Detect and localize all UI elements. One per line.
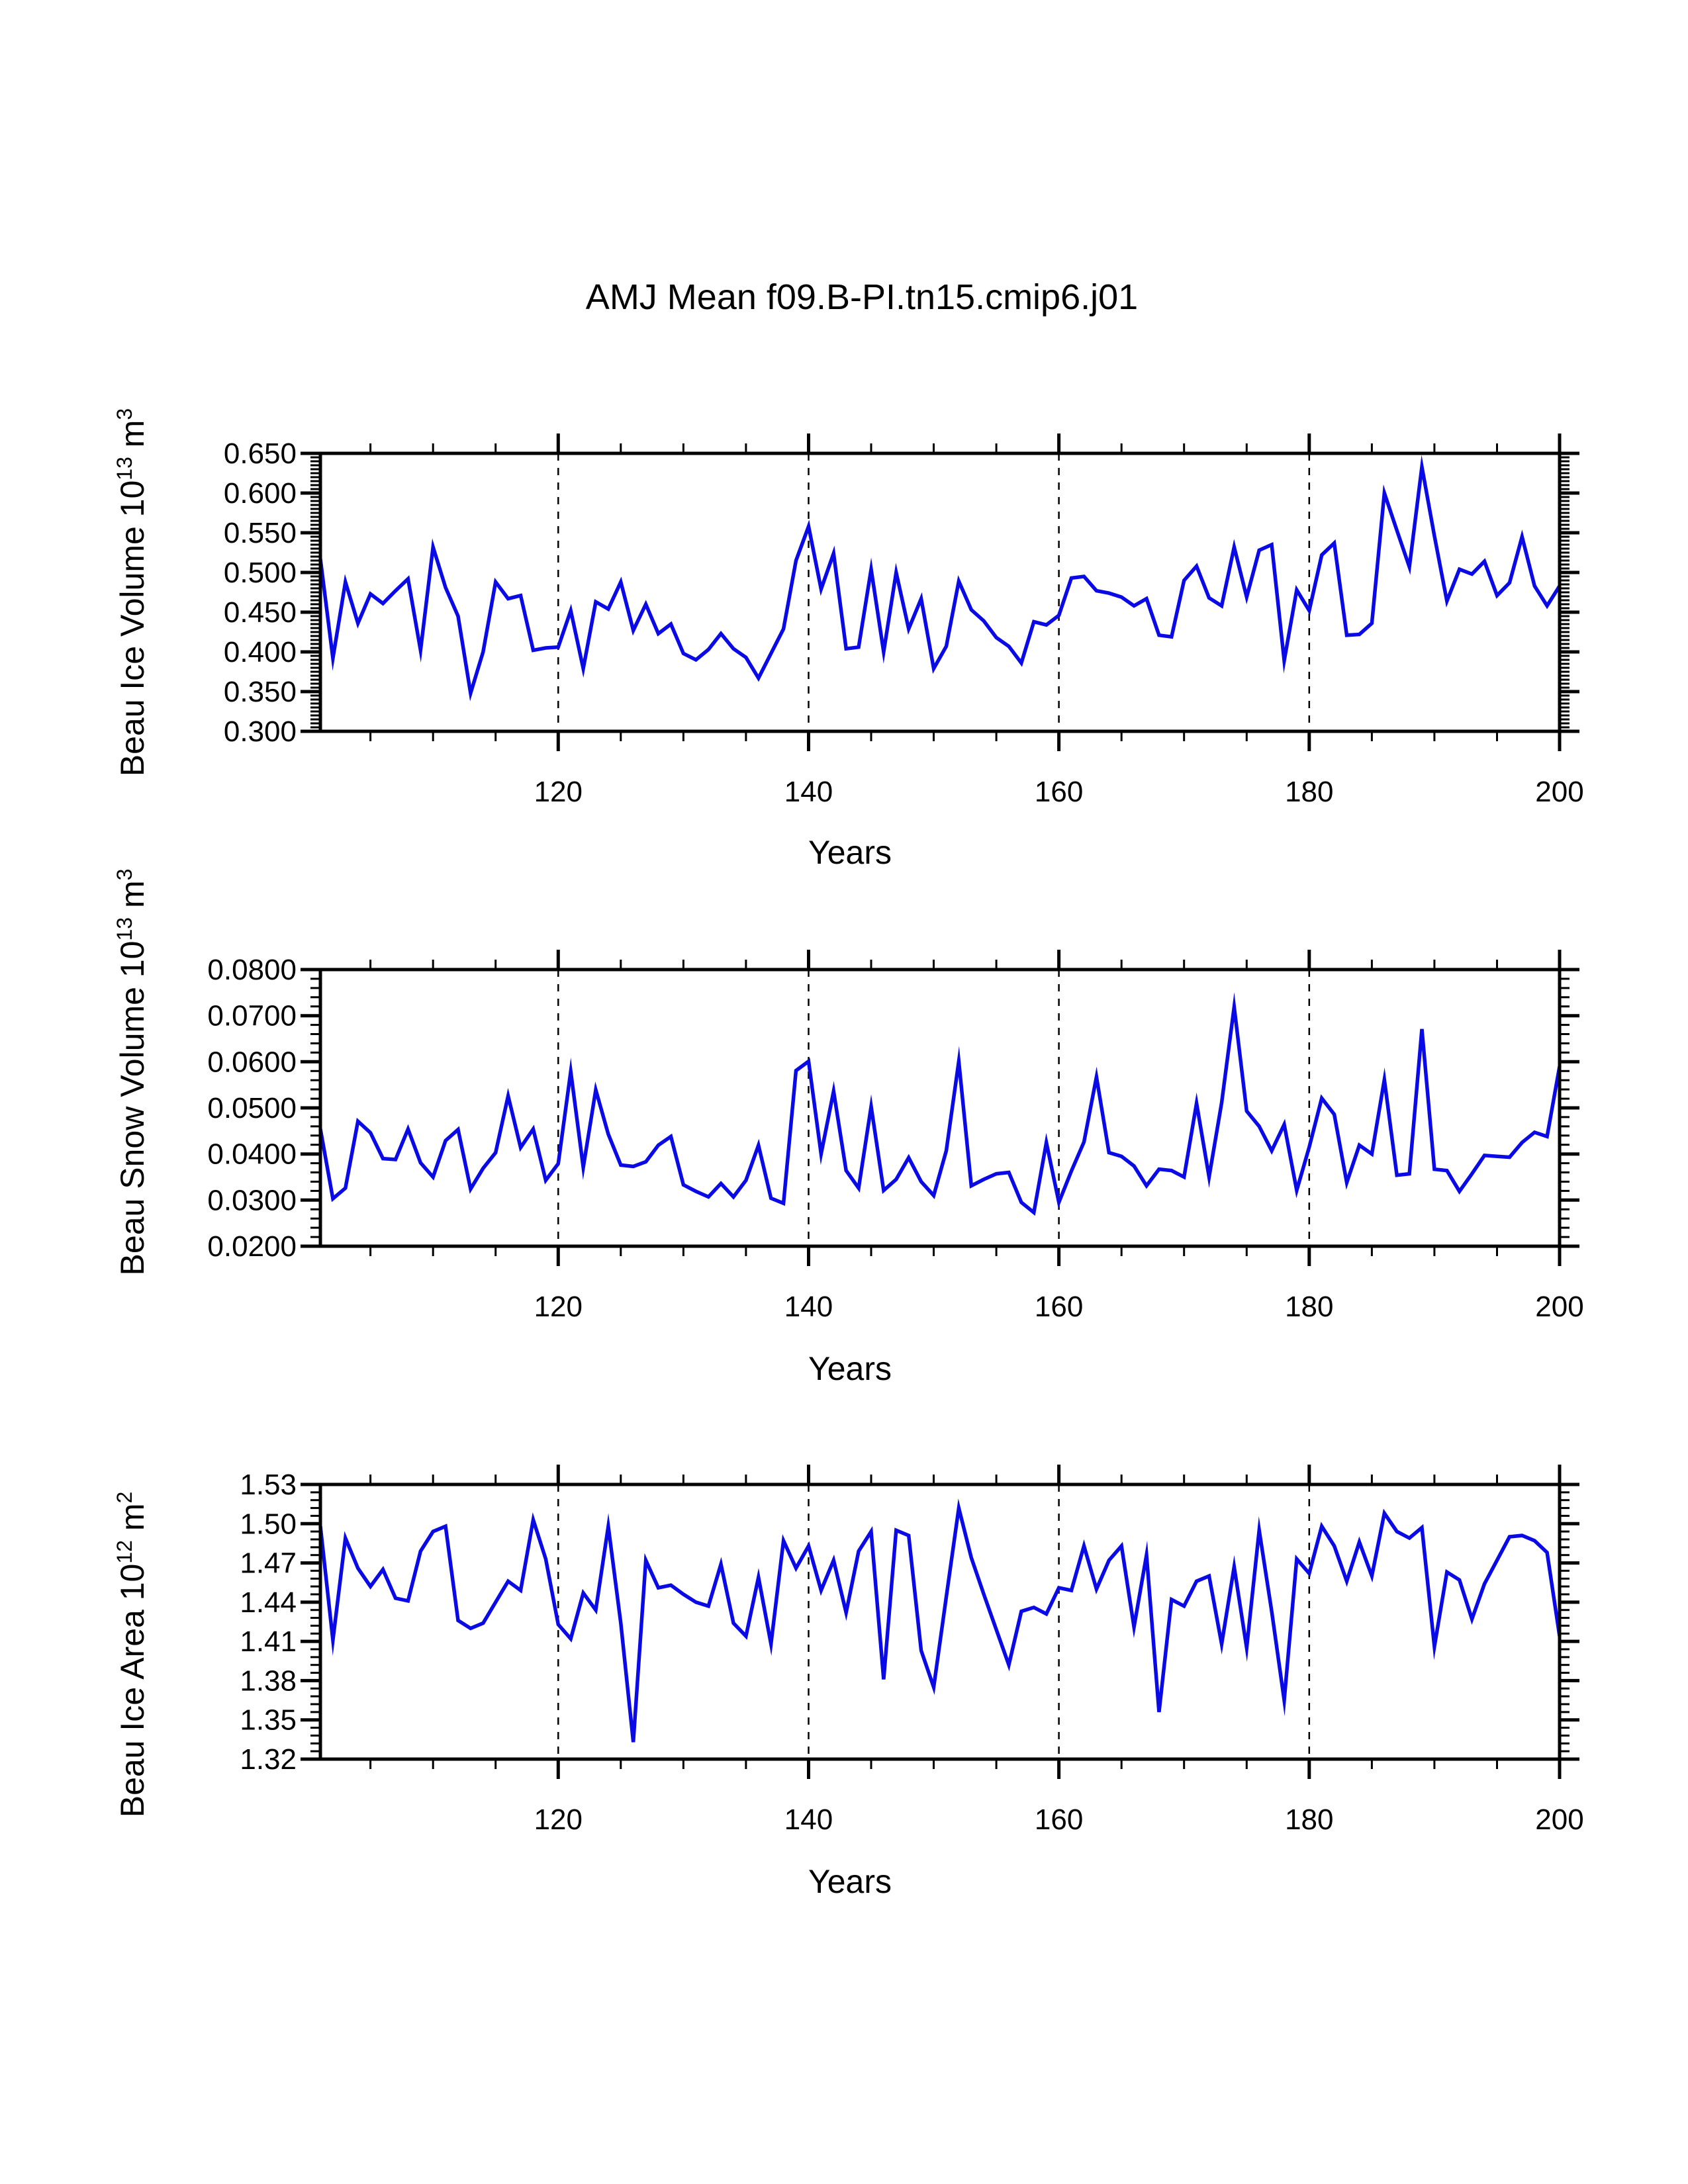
- svg-text:200: 200: [1535, 1291, 1584, 1323]
- y-axis-title-superscript: 3: [113, 868, 137, 881]
- svg-text:0.350: 0.350: [223, 676, 297, 708]
- svg-text:120: 120: [534, 776, 583, 808]
- y-axis-title-text: Beau Snow Volume 10: [114, 940, 151, 1276]
- svg-text:120: 120: [534, 1291, 583, 1323]
- svg-text:0.650: 0.650: [223, 437, 297, 470]
- svg-text:0.0200: 0.0200: [207, 1230, 297, 1263]
- svg-text:200: 200: [1535, 1803, 1584, 1836]
- y-axis-title-text: Beau Ice Area 10: [114, 1563, 151, 1818]
- svg-text:180: 180: [1285, 1291, 1334, 1323]
- x-axis-label-years-panel2: Years: [808, 1350, 892, 1387]
- y-axis-title-text: Beau Ice Volume 10: [114, 480, 151, 777]
- svg-text:0.0800: 0.0800: [207, 954, 297, 986]
- svg-text:140: 140: [784, 1803, 833, 1836]
- svg-text:1.44: 1.44: [240, 1586, 297, 1619]
- svg-text:0.550: 0.550: [223, 517, 297, 549]
- svg-text:140: 140: [784, 1291, 833, 1323]
- svg-text:140: 140: [784, 776, 833, 808]
- svg-text:0.0300: 0.0300: [207, 1184, 297, 1217]
- y-axis-title-superscript: 13: [113, 917, 137, 941]
- x-axis-label-years-panel1: Years: [808, 834, 892, 871]
- y-axis-title-superscript: 2: [113, 1491, 137, 1504]
- chart-title: AMJ Mean f09.B-PI.tn15.cmip6.j01: [585, 277, 1139, 317]
- y-axis-title-text: m: [114, 880, 151, 917]
- y-axis-title-text: m: [114, 1503, 151, 1541]
- svg-text:1.47: 1.47: [240, 1547, 297, 1580]
- y-axis-title-superscript: 3: [113, 408, 137, 420]
- svg-text:0.0500: 0.0500: [207, 1092, 297, 1124]
- svg-text:0.0400: 0.0400: [207, 1138, 297, 1171]
- y-axis-title-superscript: 13: [113, 457, 137, 480]
- svg-text:1.35: 1.35: [240, 1704, 297, 1737]
- svg-text:1.38: 1.38: [240, 1664, 297, 1698]
- svg-text:180: 180: [1285, 776, 1334, 808]
- svg-text:0.0600: 0.0600: [207, 1046, 297, 1079]
- svg-text:160: 160: [1034, 776, 1084, 808]
- svg-text:0.500: 0.500: [223, 557, 297, 589]
- svg-text:1.32: 1.32: [240, 1743, 297, 1776]
- y-axis-title-text: m: [114, 420, 151, 457]
- svg-text:1.50: 1.50: [240, 1508, 297, 1541]
- svg-text:200: 200: [1535, 776, 1584, 808]
- svg-text:0.600: 0.600: [223, 477, 297, 510]
- svg-text:1.41: 1.41: [240, 1625, 297, 1659]
- svg-text:120: 120: [534, 1803, 583, 1836]
- svg-text:0.400: 0.400: [223, 636, 297, 668]
- svg-text:1.53: 1.53: [240, 1469, 297, 1501]
- svg-text:0.300: 0.300: [223, 715, 297, 748]
- y-axis-title-superscript: 12: [113, 1540, 137, 1564]
- svg-text:180: 180: [1285, 1803, 1334, 1836]
- svg-text:0.0700: 0.0700: [207, 999, 297, 1032]
- svg-text:160: 160: [1034, 1803, 1084, 1836]
- x-axis-label-years-panel3: Years: [808, 1863, 892, 1900]
- svg-text:160: 160: [1034, 1291, 1084, 1323]
- svg-text:0.450: 0.450: [223, 596, 297, 629]
